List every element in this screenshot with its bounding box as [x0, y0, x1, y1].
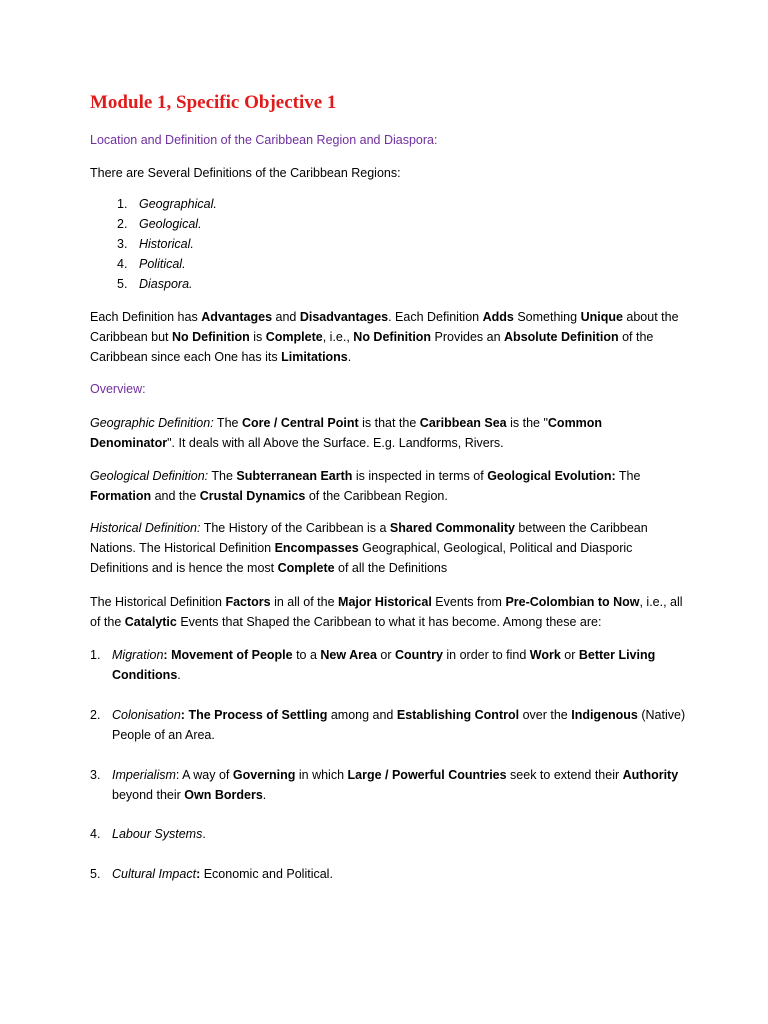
event-item-colonisation: [90, 705, 690, 745]
text-run: among and: [327, 708, 397, 722]
definition-label: Geographic Definition:: [90, 416, 214, 430]
definition-label: Historical Definition:: [90, 521, 201, 535]
text-run: is inspected in terms of: [352, 469, 488, 483]
overview-heading: Overview:: [90, 382, 146, 396]
page-title: Module 1, Specific Objective 1: [90, 92, 337, 113]
list-number: 3.: [90, 768, 101, 782]
historical-definition: [90, 518, 690, 578]
text-run: :: [163, 648, 172, 662]
text-run: Formation: [90, 489, 152, 503]
text-run: (Native) People of an Area.: [112, 708, 686, 742]
text-run: Adds: [482, 310, 514, 324]
text-run: Advantages: [201, 310, 273, 324]
list-item: [117, 214, 217, 234]
text-run: No Definition: [172, 330, 250, 344]
text-run: to a: [292, 648, 321, 662]
geographic-definition: [90, 413, 690, 453]
text-run: Factors: [225, 595, 271, 609]
text-run: The: [213, 416, 242, 430]
text-run: Common Denominator: [90, 416, 603, 450]
text-run: The Process of Settling: [188, 708, 328, 722]
text-run: of all the Definitions: [334, 561, 448, 575]
text-run: is: [249, 330, 266, 344]
section-heading: Location and Definition of the Caribbean Region and Diaspora:: [90, 133, 438, 147]
text-run: Absolute Definition: [504, 330, 619, 344]
text-run: The History of the Caribbean is a: [200, 521, 390, 535]
event-label: Imperialism: [112, 768, 176, 782]
definition-label: Geological Definition:: [90, 469, 209, 483]
list-number: 5.: [90, 867, 101, 881]
text-run: is the ": [506, 416, 548, 430]
event-text: [112, 765, 690, 805]
text-run: in all of the: [270, 595, 339, 609]
text-run: Better Living Conditions: [112, 648, 656, 682]
text-run: about the Caribbean but: [90, 310, 679, 344]
event-label: Colonisation: [112, 708, 181, 722]
list-item: [117, 274, 217, 294]
text-run: , i.e.,: [322, 330, 354, 344]
list-item-text: Political.: [139, 257, 186, 271]
text-run: .: [177, 668, 181, 682]
list-item: [117, 254, 217, 274]
event-label: Labour Systems: [112, 827, 203, 841]
text-run: between the Caribbean Nations. The Historical Definition: [90, 521, 648, 555]
intro-text: There are Several Definitions of the Caribbean Regions:: [90, 166, 401, 180]
text-run: Crustal Dynamics: [199, 489, 306, 503]
text-run: : A way of: [175, 768, 233, 782]
event-text: [112, 705, 690, 745]
text-run: :: [196, 867, 204, 881]
event-item-cultural-impact: [90, 864, 690, 884]
list-number: 3.: [117, 237, 128, 251]
text-run: Large / Powerful Countries: [347, 768, 507, 782]
text-run: Complete: [277, 561, 335, 575]
text-run: Unique: [580, 310, 623, 324]
text-run: is that the: [358, 416, 420, 430]
event-text: [112, 864, 690, 884]
list-number: 4.: [117, 257, 128, 271]
text-run: , i.e., all of the: [90, 595, 683, 629]
text-run: The: [615, 469, 641, 483]
text-run: Encompasses: [274, 541, 359, 555]
event-text: [112, 645, 690, 685]
text-run: Catalytic: [124, 615, 177, 629]
text-run: Economic and Political.: [203, 867, 333, 881]
text-run: over the: [519, 708, 572, 722]
event-label: Migration: [112, 648, 164, 662]
text-run: . Each Definition: [388, 310, 483, 324]
text-run: Each Definition has: [90, 310, 202, 324]
list-number: 2.: [117, 217, 128, 231]
text-run: .: [202, 827, 206, 841]
event-item-labour-systems: [90, 824, 690, 844]
text-run: Something: [513, 310, 581, 324]
text-run: Governing: [232, 768, 296, 782]
text-run: Complete: [265, 330, 323, 344]
text-run: Establishing Control: [396, 708, 520, 722]
text-run: Own Borders: [184, 788, 263, 802]
text-run: Core / Central Point: [241, 416, 359, 430]
text-run: Limitations: [281, 350, 348, 364]
list-number: 4.: [90, 827, 101, 841]
text-run: Geological Evolution:: [487, 469, 616, 483]
text-run: Movement of People: [171, 648, 293, 662]
text-run: and: [272, 310, 300, 324]
text-run: ". It deals with all Above the Surface. E.g. Landforms, Rivers.: [167, 436, 504, 450]
text-run: in order to find: [442, 648, 530, 662]
list-number: 5.: [117, 277, 128, 291]
text-run: Disadvantages: [299, 310, 389, 324]
text-run: .: [347, 350, 352, 364]
text-run: Work: [529, 648, 561, 662]
text-run: in which: [295, 768, 348, 782]
advantages-paragraph: [90, 307, 690, 367]
text-run: or: [376, 648, 395, 662]
text-run: Events from: [431, 595, 506, 609]
list-item-text: Geological.: [139, 217, 202, 231]
text-run: Geographical, Geological, Political and Diasporic Definitions and is hence the most: [90, 541, 633, 575]
text-run: seek to extend their: [506, 768, 623, 782]
text-run: New Area: [320, 648, 377, 662]
text-run: Caribbean Sea: [419, 416, 507, 430]
text-run: beyond their: [112, 788, 185, 802]
geological-definition: [90, 466, 690, 506]
text-run: Authority: [622, 768, 679, 782]
text-run: :: [180, 708, 189, 722]
list-number: 2.: [90, 708, 101, 722]
list-item-text: Diaspora.: [139, 277, 193, 291]
text-run: Subterranean Earth: [236, 469, 353, 483]
definitions-list: [117, 194, 217, 294]
list-number: 1.: [117, 197, 128, 211]
text-run: Indigenous: [571, 708, 638, 722]
text-run: .: [262, 788, 267, 802]
list-item: [117, 234, 217, 254]
text-run: and the: [151, 489, 200, 503]
event-item-imperialism: [90, 765, 690, 805]
text-run: Provides an: [431, 330, 505, 344]
list-item-text: Geographical.: [139, 197, 217, 211]
text-run: The: [208, 469, 237, 483]
text-run: or: [560, 648, 579, 662]
list-number: 1.: [90, 648, 101, 662]
list-item: [117, 194, 217, 214]
text-run: The Historical Definition: [90, 595, 226, 609]
text-run: Pre-Colombian to Now: [505, 595, 640, 609]
text-run: No Definition: [353, 330, 432, 344]
text-run: Major Historical: [338, 595, 432, 609]
text-run: Events that Shaped the Caribbean to what it has become. Among these are:: [176, 615, 602, 629]
event-label: Cultural Impact: [112, 867, 197, 881]
factors-paragraph: [90, 592, 690, 632]
text-run: of the Caribbean since each One has its: [90, 330, 654, 364]
text-run: of the Caribbean Region.: [305, 489, 448, 503]
event-item-migration: [90, 645, 690, 685]
event-text: [112, 824, 690, 844]
text-run: Shared Commonality: [389, 521, 515, 535]
list-item-text: Historical.: [139, 237, 194, 251]
text-run: Country: [394, 648, 443, 662]
